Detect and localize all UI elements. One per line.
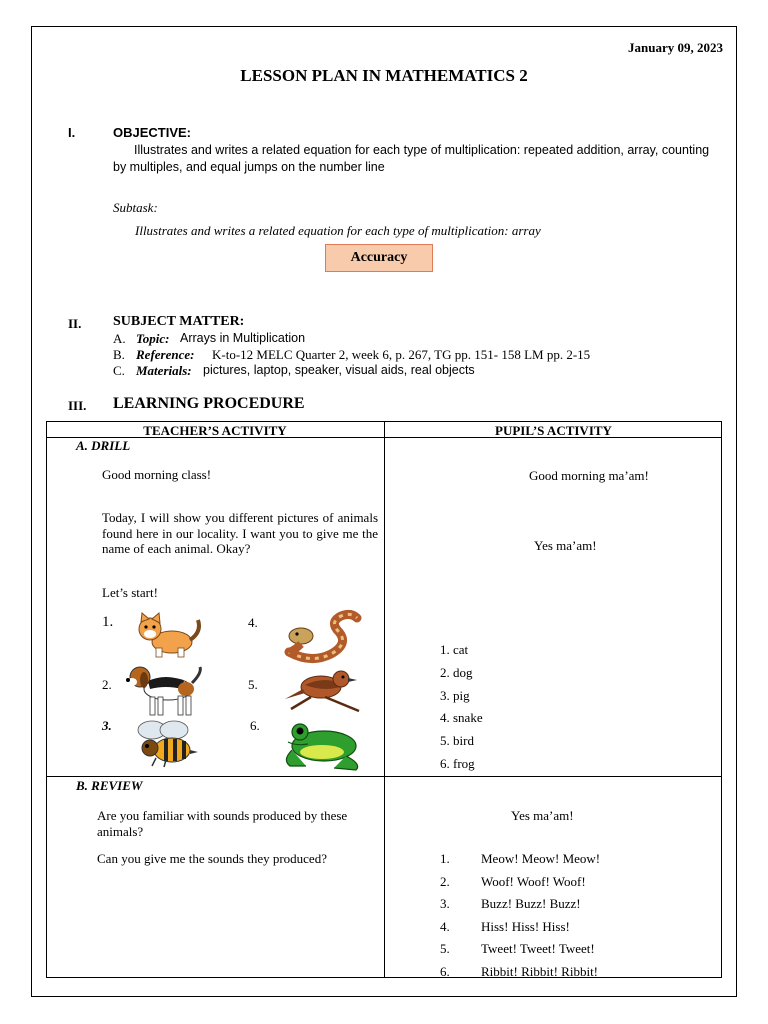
procedure-heading: LEARNING PROCEDURE <box>113 395 305 412</box>
bee-icon <box>126 718 206 768</box>
picture-number: 2. <box>102 677 112 692</box>
sound-number: 5. <box>440 941 450 956</box>
picture-number: 1. <box>102 614 114 630</box>
picture-number: 4. <box>248 615 258 630</box>
table-row-divider <box>46 776 722 777</box>
bird-icon <box>281 663 365 717</box>
subject-numeral: II. <box>68 316 82 331</box>
sound-text: Meow! Meow! Meow! <box>481 851 601 866</box>
subtask-label: Subtask: <box>113 200 158 215</box>
page-title: LESSON PLAN IN MATHEMATICS 2 <box>240 66 528 85</box>
objective-heading: OBJECTIVE: <box>113 125 192 140</box>
sound-text: Tweet! Tweet! Tweet! <box>481 941 595 956</box>
sound-number: 4. <box>440 919 450 934</box>
drill-heading: A. DRILL <box>76 438 131 453</box>
review-question-1: Are you familiar with sounds produced by these animals? <box>97 808 348 839</box>
drill-instruction: Today, I will show you different pictures of animals found here in our locality. I want you to give me the name of each animal. Okay? <box>102 510 378 556</box>
column-header-pupil: PUPIL’S ACTIVITY <box>495 423 612 438</box>
picture-number: 6. <box>250 718 260 733</box>
review-pupil-yes: Yes ma’am! <box>511 808 574 823</box>
subject-item-label: Topic: <box>136 331 170 346</box>
picture-number: 5. <box>248 677 258 692</box>
subject-heading: SUBJECT MATTER: <box>113 314 245 329</box>
value-box-accuracy: Accuracy <box>325 244 433 272</box>
subject-item-topic: Arrays in Multiplication <box>180 331 306 345</box>
answer-item: 3. pig <box>440 688 470 703</box>
subject-item-materials: pictures, laptop, speaker, visual aids, real objects <box>203 363 475 377</box>
picture-number: 3. <box>102 718 112 733</box>
answer-item: 5. bird <box>440 733 474 748</box>
pupil-greeting: Good morning ma’am! <box>529 468 649 483</box>
dog-icon <box>126 663 206 717</box>
sound-number: 1. <box>440 851 450 866</box>
procedure-numeral: III. <box>68 398 87 413</box>
sound-text: Buzz! Buzz! Buzz! <box>481 896 581 911</box>
subject-item-label: Materials: <box>136 363 192 378</box>
sound-text: Hiss! Hiss! Hiss! <box>481 919 570 934</box>
lesson-date: January 09, 2023 <box>628 40 723 55</box>
drill-start: Let’s start! <box>102 585 158 600</box>
review-heading: B. REVIEW <box>76 778 143 793</box>
subject-item-label: Reference: <box>136 347 195 362</box>
column-header-teacher: TEACHER’S ACTIVITY <box>143 423 287 438</box>
sound-number: 3. <box>440 896 450 911</box>
subject-item-letter: B. <box>113 347 125 362</box>
pupil-yes: Yes ma’am! <box>534 538 597 553</box>
answer-item: 1. cat <box>440 642 469 657</box>
subject-item-letter: A. <box>113 331 126 346</box>
review-question-2: Can you give me the sounds they produced? <box>97 851 327 866</box>
sound-text: Woof! Woof! Woof! <box>481 874 586 889</box>
answer-item: 2. dog <box>440 665 473 680</box>
drill-greeting: Good morning class! <box>102 467 212 482</box>
snake-icon <box>281 608 365 664</box>
answer-item: 4. snake <box>440 710 483 725</box>
table-column-divider <box>384 421 385 978</box>
answer-item: 6. frog <box>440 756 475 771</box>
subject-item-reference: K-to-12 MELC Quarter 2, week 6, p. 267, TG pp. 151- 158 LM pp. 2-15 <box>212 347 591 362</box>
frog-icon <box>276 716 366 772</box>
objective-numeral: I. <box>68 125 76 140</box>
sound-number: 6. <box>440 964 450 979</box>
subject-item-letter: C. <box>113 363 125 378</box>
sound-text: Ribbit! Ribbit! Ribbit! <box>481 964 599 979</box>
objective-text: Illustrates and writes a related equation for each type of multiplication: repeated addition, array, counting by multiples, and equal jumps on the number line <box>113 143 710 174</box>
subtask-text: Illustrates and writes a related equation for each type of multiplication: array <box>135 223 541 238</box>
sound-number: 2. <box>440 874 450 889</box>
cat-icon <box>132 612 204 658</box>
